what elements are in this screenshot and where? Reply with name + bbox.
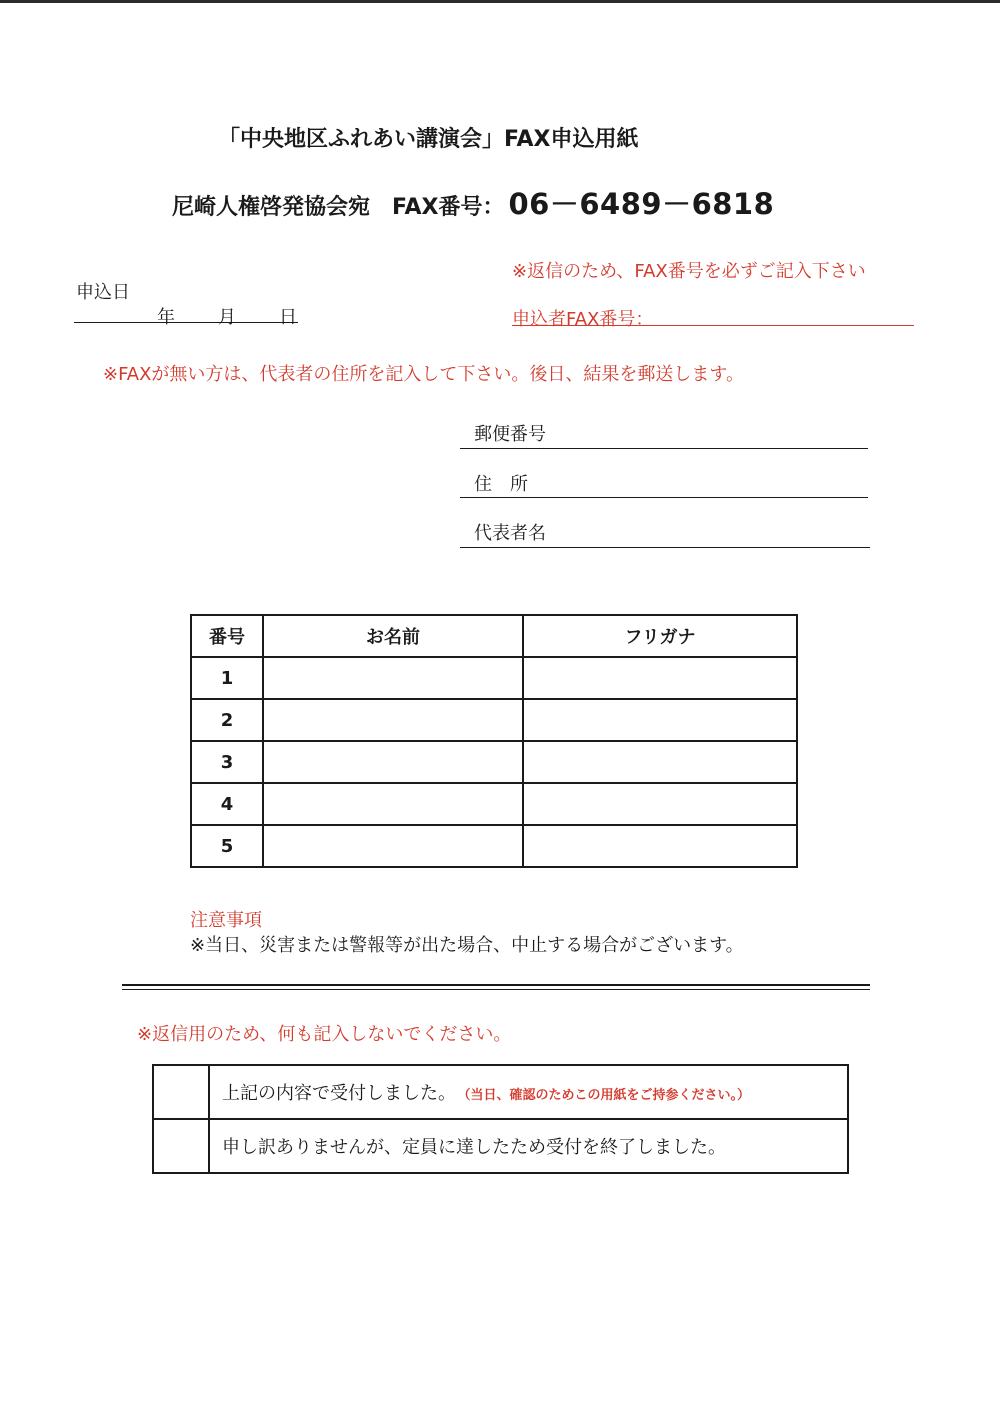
section-divider [122, 984, 870, 990]
row-number: 4 [191, 783, 263, 825]
office-use-row [153, 1065, 848, 1119]
office-use-notice: ※返信用のため、何も記入しないでください。 [137, 1024, 512, 1045]
address-field[interactable] [460, 497, 868, 498]
header-number: 番号 [191, 615, 263, 657]
scan-top-edge [0, 0, 1000, 3]
caution-title: 注意事項 [190, 910, 262, 931]
row-number: 5 [191, 825, 263, 867]
row-number: 3 [191, 741, 263, 783]
table-row [191, 699, 797, 741]
form-title: 「中央地区ふれあい講演会」FAX申込用紙 [218, 127, 639, 152]
header-furigana: フリガナ [523, 615, 797, 657]
no-fax-notice: ※FAXが無い方は、代表者の住所を記入して下さい。後日、結果を郵送します。 [103, 364, 744, 385]
representative-label: 代表者名 [474, 523, 546, 544]
accepted-cell [209, 1065, 848, 1119]
accepted-note: （当日、確認のためこの用紙をご持参ください。） [464, 1088, 751, 1103]
table-row [191, 657, 797, 699]
name-cell[interactable] [263, 825, 523, 867]
furigana-cell[interactable] [523, 783, 797, 825]
rejected-cell [209, 1119, 848, 1173]
name-cell[interactable] [263, 699, 523, 741]
date-day-label: 日 [279, 307, 297, 328]
rejected-checkbox [153, 1119, 209, 1173]
rejected-text: 申し訳ありませんが、定員に達したため受付を終了しました。 [222, 1137, 726, 1158]
representative-field[interactable] [460, 547, 870, 548]
application-date-field[interactable] [74, 322, 298, 323]
table-row [191, 783, 797, 825]
application-date-label: 申込日 [76, 282, 130, 303]
reply-fax-notice: ※返信のため、FAX番号を必ずご記入下さい [512, 261, 866, 282]
table-header-row [191, 615, 797, 657]
date-month-label: 月 [218, 307, 236, 328]
postal-code-field[interactable] [460, 448, 868, 449]
furigana-cell[interactable] [523, 741, 797, 783]
furigana-cell[interactable] [523, 657, 797, 699]
fax-number: 06－6489－6818 [508, 187, 775, 221]
name-cell[interactable] [263, 783, 523, 825]
office-use-table [152, 1064, 849, 1174]
row-number: 1 [191, 657, 263, 699]
caution-text: ※当日、災害または警報等が出た場合、中止する場合がございます。 [190, 935, 744, 956]
name-cell[interactable] [263, 741, 523, 783]
postal-code-label: 郵便番号 [474, 424, 546, 445]
fax-destination-label: 尼崎人権啓発協会宛 FAX番号： [172, 195, 505, 220]
accepted-checkbox [153, 1065, 209, 1119]
table-row [191, 825, 797, 867]
participants-table [190, 614, 798, 868]
name-cell[interactable] [263, 657, 523, 699]
address-label: 住 所 [474, 474, 528, 495]
date-year-label: 年 [157, 307, 175, 328]
applicant-fax-field[interactable] [512, 325, 914, 326]
header-name: お名前 [263, 615, 523, 657]
accepted-text: 上記の内容で受付しました。 [222, 1083, 456, 1104]
furigana-cell[interactable] [523, 825, 797, 867]
table-row [191, 741, 797, 783]
applicant-fax-label: 申込者FAX番号： [512, 309, 654, 330]
furigana-cell[interactable] [523, 699, 797, 741]
row-number: 2 [191, 699, 263, 741]
office-use-row [153, 1119, 848, 1173]
fax-destination [172, 182, 774, 223]
